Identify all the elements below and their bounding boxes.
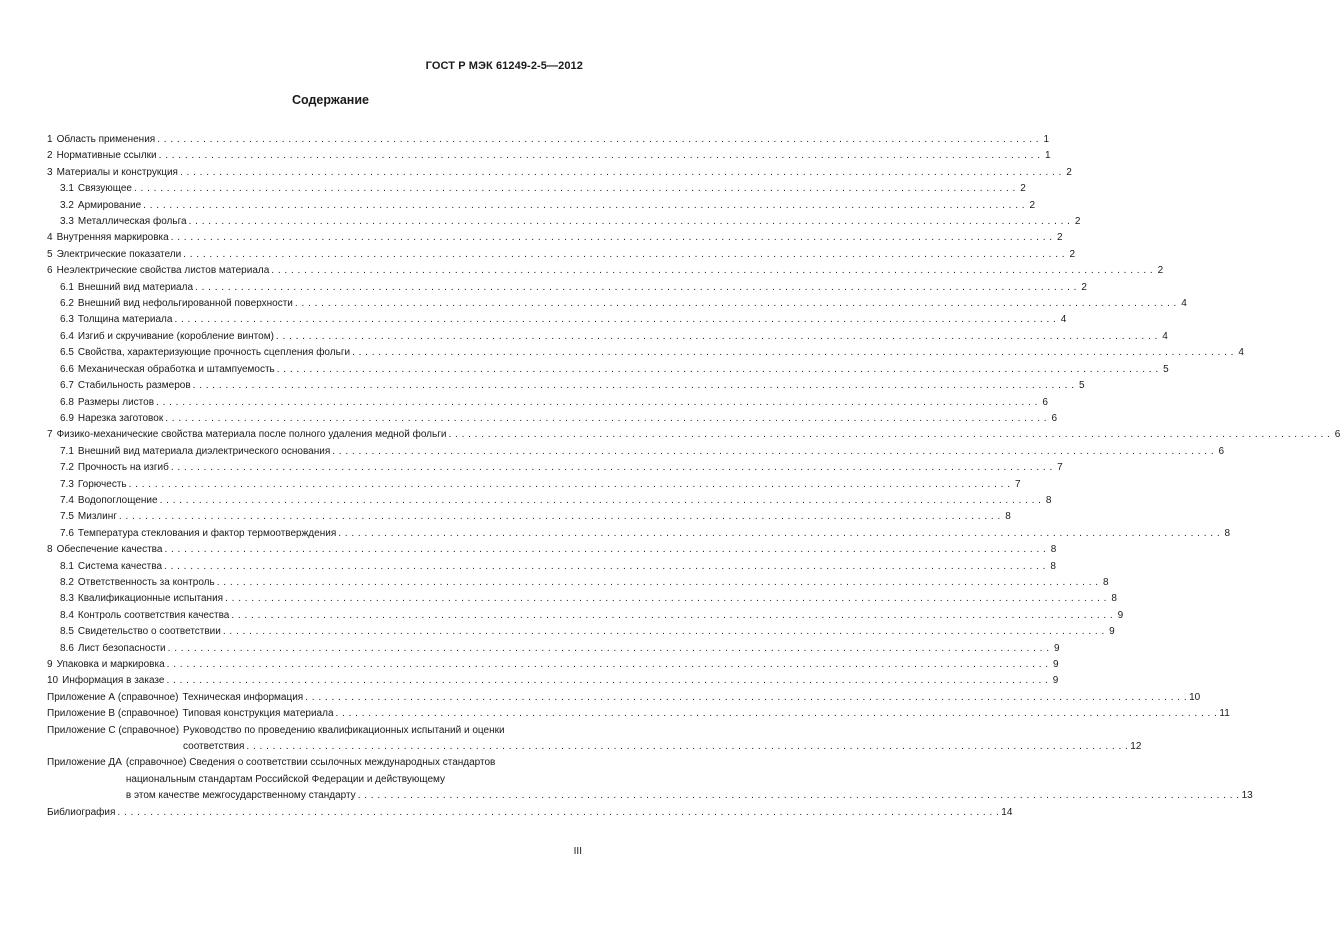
toc-entry-page: 4 [1238, 347, 1244, 359]
dot-leader [276, 329, 1158, 345]
toc-appendix-entry[interactable] [47, 755, 1253, 804]
toc-entry[interactable] [47, 460, 1063, 476]
toc-entry-page: 4 [1162, 330, 1168, 342]
dot-leader [180, 165, 1062, 181]
toc-entry[interactable] [47, 657, 1059, 673]
toc-entry[interactable] [47, 198, 1036, 214]
dot-leader [246, 739, 1128, 755]
toc-entry-number: 10 [47, 675, 59, 687]
document-code: ГОСТ Р МЭК 61249-2-5—2012 [425, 60, 583, 72]
toc-entry-title: Область применения [56, 134, 156, 145]
toc-entry-title: Горючесть [77, 478, 127, 490]
toc-entry-number: 8.4 [60, 609, 74, 621]
toc-entry-page: 9 [1109, 626, 1115, 638]
toc-entry-number: 6.5 [60, 347, 74, 359]
appendix-label: Приложение А (справочное) [47, 691, 179, 703]
dot-leader [167, 657, 1049, 673]
toc-entry[interactable] [47, 165, 1072, 181]
dot-leader [171, 460, 1053, 476]
dot-leader [193, 378, 1075, 394]
toc-entry-page: 8 [1103, 576, 1109, 588]
appendix-title-line: Руководство по проведению квалификационных испытаний и оценки [183, 724, 505, 736]
toc-entry-number: 6.3 [60, 314, 74, 326]
toc-entry[interactable] [47, 280, 1087, 296]
toc-entry-number: 6.4 [60, 330, 74, 342]
toc-entry[interactable] [47, 263, 1164, 279]
toc-entry[interactable] [47, 378, 1085, 394]
dot-leader [295, 296, 1177, 312]
toc-entry-page: 1 [1043, 134, 1050, 145]
toc-bibliography-entry[interactable] [47, 805, 1013, 821]
toc-entry[interactable] [47, 673, 1059, 689]
toc-entry-page: 7 [1014, 478, 1021, 490]
toc-entry-title: Внутренняя маркировка [56, 232, 169, 244]
toc-entry-number: 8.3 [60, 593, 74, 605]
toc-entry-number: 7.1 [60, 445, 74, 457]
toc-entry-number: 6.9 [60, 412, 74, 424]
dot-leader [223, 624, 1105, 640]
dot-leader [217, 575, 1099, 591]
toc-entry-number: 7.5 [60, 511, 74, 523]
dot-leader [134, 181, 1016, 197]
toc-entry-number: 3.3 [60, 216, 74, 228]
toc-entry-title: Стабильность размеров [77, 380, 191, 392]
dot-leader [165, 411, 1047, 427]
toc-entry-title: Толщина материала [77, 314, 173, 326]
toc-entry-title: Размеры листов [77, 396, 155, 408]
toc-entry-number: 7.3 [60, 478, 74, 490]
toc-entry-number: 8.1 [60, 560, 74, 572]
toc-entry[interactable] [47, 444, 1225, 460]
dot-leader [336, 706, 1218, 722]
toc-entry-number: 8 [47, 544, 53, 556]
toc-entry-number: 6.7 [60, 380, 74, 392]
toc-entry-page: 5 [1078, 380, 1085, 392]
toc-entry-page: 9 [1052, 659, 1059, 670]
toc-entry[interactable] [47, 345, 1244, 361]
appendix-label: Приложение ДА [47, 757, 122, 769]
toc-entry[interactable] [47, 477, 1021, 493]
toc-entry-page: 2 [1069, 248, 1076, 260]
toc-entry-title: Водопоглощение [77, 494, 158, 506]
appendix-title-line: национальным стандартам Российской Федерации и действующему [125, 773, 446, 785]
toc-entry-title: Мизлинг [77, 511, 117, 523]
toc-entry[interactable] [47, 608, 1124, 624]
toc-entry-title: Электрические показатели [56, 248, 182, 260]
toc-entry-title: Упаковка и маркировка [56, 659, 165, 670]
toc-entry[interactable] [47, 575, 1109, 591]
toc-entry-number: 4 [47, 232, 53, 244]
toc-entry-title: Армирование [77, 199, 142, 211]
dot-leader [117, 805, 999, 821]
toc-entry-number: 6.2 [60, 298, 74, 310]
toc-entry-title: Лист безопасности [77, 642, 166, 654]
toc-entry[interactable] [47, 526, 1231, 542]
dot-leader [159, 148, 1041, 164]
toc-entry[interactable] [47, 132, 1050, 148]
toc-entry-number: 6 [47, 265, 53, 277]
toc-entry-page: 2 [1066, 166, 1072, 178]
toc-entry-number: 7.6 [60, 527, 74, 539]
toc-entry[interactable] [47, 559, 1056, 575]
toc-entry-page: 2 [1081, 281, 1087, 293]
toc-entry-number: 7 [47, 429, 53, 441]
table-of-contents [47, 132, 1340, 821]
toc-entry-page: 2 [1074, 216, 1081, 228]
appendix-title-line: Техническая информация [182, 691, 304, 703]
toc-entry[interactable] [47, 641, 1060, 657]
toc-entry[interactable] [47, 411, 1058, 427]
toc-entry-title: Свидетельство о соответствии [77, 626, 221, 638]
toc-entry-number: 3.1 [60, 183, 74, 195]
toc-entry-title: Ответственность за контроль [77, 576, 215, 588]
dot-leader [160, 493, 1042, 509]
dot-leader [448, 427, 1330, 443]
toc-entry-title: Обеспечение качества [56, 544, 163, 556]
toc-entry-title: Материалы и конструкция [56, 166, 178, 178]
toc-entry-number: 1 [47, 134, 53, 145]
appendix-title-line: в этом качестве межгосударственному стандарту [125, 790, 356, 802]
toc-entry-number: 6.6 [60, 363, 74, 375]
toc-entry-title: Внешний вид материала [77, 281, 194, 293]
toc-entry-page: 6 [1334, 429, 1340, 441]
dot-leader [119, 509, 1001, 525]
toc-entry-title: Контроль соответствия качества [77, 609, 230, 621]
dot-leader [129, 477, 1011, 493]
toc-entry-title: Система качества [77, 560, 163, 572]
toc-entry-title: Информация в заказе [62, 675, 165, 687]
toc-entry-page: 10 [1189, 691, 1201, 703]
toc-entry-page: 9 [1052, 675, 1059, 687]
dot-leader [338, 526, 1220, 542]
dot-leader [157, 132, 1039, 148]
toc-entry-number: 8.6 [60, 642, 74, 654]
toc-entry[interactable] [47, 591, 1117, 607]
dot-leader [166, 673, 1048, 689]
toc-entry-title: Квалификационные испытания [77, 593, 224, 605]
toc-entry-page: 12 [1130, 741, 1142, 753]
toc-entry-number: 5 [47, 248, 53, 260]
toc-entry-title: Неэлектрические свойства листов материала [56, 265, 270, 277]
toc-entry[interactable] [47, 624, 1115, 640]
toc-entry-page: 8 [1111, 593, 1117, 605]
toc-entry-page: 8 [1224, 527, 1231, 539]
toc-entry-page: 1 [1044, 150, 1051, 162]
toc-entry-page: 2 [1056, 232, 1063, 244]
toc-entry-title: Свойства, характеризующие прочность сцепления фольги [77, 347, 351, 359]
toc-entry-page: 8 [1050, 544, 1057, 556]
toc-appendix-entry[interactable] [47, 706, 1230, 722]
appendix-label: Приложение С (справочное) [47, 724, 180, 736]
toc-entry-title: Температура стеклования и фактор термоотверждения [77, 527, 337, 539]
toc-entry-page: 6 [1218, 445, 1225, 457]
toc-entry[interactable] [47, 395, 1048, 411]
toc-entry-title: Внешний вид материала диэлектрического основания [77, 445, 331, 457]
toc-entry[interactable] [47, 427, 1340, 443]
toc-entry[interactable] [47, 493, 1052, 509]
dot-leader [305, 690, 1187, 706]
toc-entry-page: 11 [1219, 708, 1230, 720]
toc-entry-page: 8 [1005, 511, 1011, 523]
toc-entry-number: 7.2 [60, 462, 74, 474]
dot-leader [225, 591, 1107, 607]
toc-entry-page: 8 [1045, 494, 1052, 506]
page-title: Содержание [291, 93, 369, 107]
toc-entry[interactable] [47, 329, 1168, 345]
dot-leader [358, 788, 1240, 804]
toc-entry-page: 6 [1051, 412, 1058, 424]
toc-entry-page: 5 [1163, 363, 1169, 375]
dot-leader [277, 362, 1159, 378]
toc-entry-number: 3.2 [60, 199, 74, 211]
toc-entry[interactable] [47, 148, 1051, 164]
toc-entry-title: Прочность на изгиб [77, 462, 169, 474]
appendix-title-line: Типовая конструкция материала [182, 708, 334, 720]
dot-leader [195, 280, 1077, 296]
page-number: III [573, 846, 582, 857]
toc-entry-title: Нормативные ссылки [56, 150, 157, 162]
dot-leader [183, 247, 1065, 263]
toc-entry-number: 2 [47, 150, 53, 162]
toc-entry-page: 9 [1117, 609, 1124, 621]
appendix-label: Приложение В (справочное) [47, 708, 179, 720]
toc-entry-page: 2 [1029, 199, 1036, 211]
toc-entry[interactable] [47, 542, 1057, 558]
toc-entry[interactable] [47, 362, 1169, 378]
dot-leader [174, 312, 1056, 328]
toc-entry-number: 7.4 [60, 494, 74, 506]
toc-appendix-entry[interactable] [47, 723, 1142, 756]
toc-entry-page: 6 [1042, 396, 1048, 408]
toc-entry-title: Связующее [77, 183, 132, 195]
dot-leader [164, 559, 1046, 575]
toc-entry-title: Изгиб и скручивание (коробление винтом) [77, 330, 274, 342]
dot-leader [156, 395, 1038, 411]
toc-entry-title: Библиография [47, 806, 116, 818]
toc-entry-number: 8.2 [60, 576, 74, 588]
dot-leader [164, 542, 1046, 558]
toc-entry[interactable] [47, 296, 1187, 312]
toc-entry[interactable] [47, 214, 1081, 230]
dot-leader [332, 444, 1214, 460]
toc-appendix-entry[interactable] [47, 690, 1201, 706]
dot-leader [171, 230, 1053, 246]
dot-leader [271, 263, 1153, 279]
toc-entry-page: 13 [1241, 790, 1253, 802]
toc-entry-title: Физико-механические свойства материала после полного удаления медной фольги [56, 429, 447, 441]
toc-entry-page: 4 [1181, 298, 1187, 310]
toc-entry-number: 6.1 [60, 281, 74, 293]
toc-entry-number: 9 [47, 659, 53, 670]
toc-entry-page: 4 [1060, 314, 1067, 326]
dot-leader [231, 608, 1113, 624]
toc-entry-number: 3 [47, 166, 53, 178]
appendix-title-line: (справочное) Сведения о соответствии ссылочных международных стандартов [125, 757, 496, 769]
appendix-title-line: соответствия [183, 741, 245, 753]
toc-entry-page: 9 [1053, 642, 1060, 654]
toc-entry-page: 2 [1157, 265, 1164, 277]
toc-entry[interactable] [47, 509, 1011, 525]
toc-entry[interactable] [47, 181, 1026, 197]
toc-entry-page: 7 [1057, 462, 1063, 474]
dot-leader [352, 345, 1234, 361]
dot-leader [168, 641, 1050, 657]
dot-leader [143, 198, 1025, 214]
toc-entry-page: 2 [1020, 183, 1026, 195]
dot-leader [189, 214, 1071, 230]
toc-entry[interactable] [47, 247, 1076, 263]
toc-entry[interactable] [47, 230, 1063, 246]
toc-entry-page: 8 [1050, 560, 1056, 572]
toc-entry-title: Металлическая фольга [77, 216, 187, 228]
toc-entry-number: 8.5 [60, 626, 74, 638]
toc-entry-title: Нарезка заготовок [77, 412, 164, 424]
toc-entry[interactable] [47, 312, 1067, 328]
toc-entry-number: 6.8 [60, 396, 74, 408]
toc-entry-page: 14 [1001, 806, 1013, 818]
toc-entry-title: Механическая обработка и штампуемость [77, 363, 275, 375]
toc-entry-title: Внешний вид нефольгированной поверхности [77, 298, 293, 310]
